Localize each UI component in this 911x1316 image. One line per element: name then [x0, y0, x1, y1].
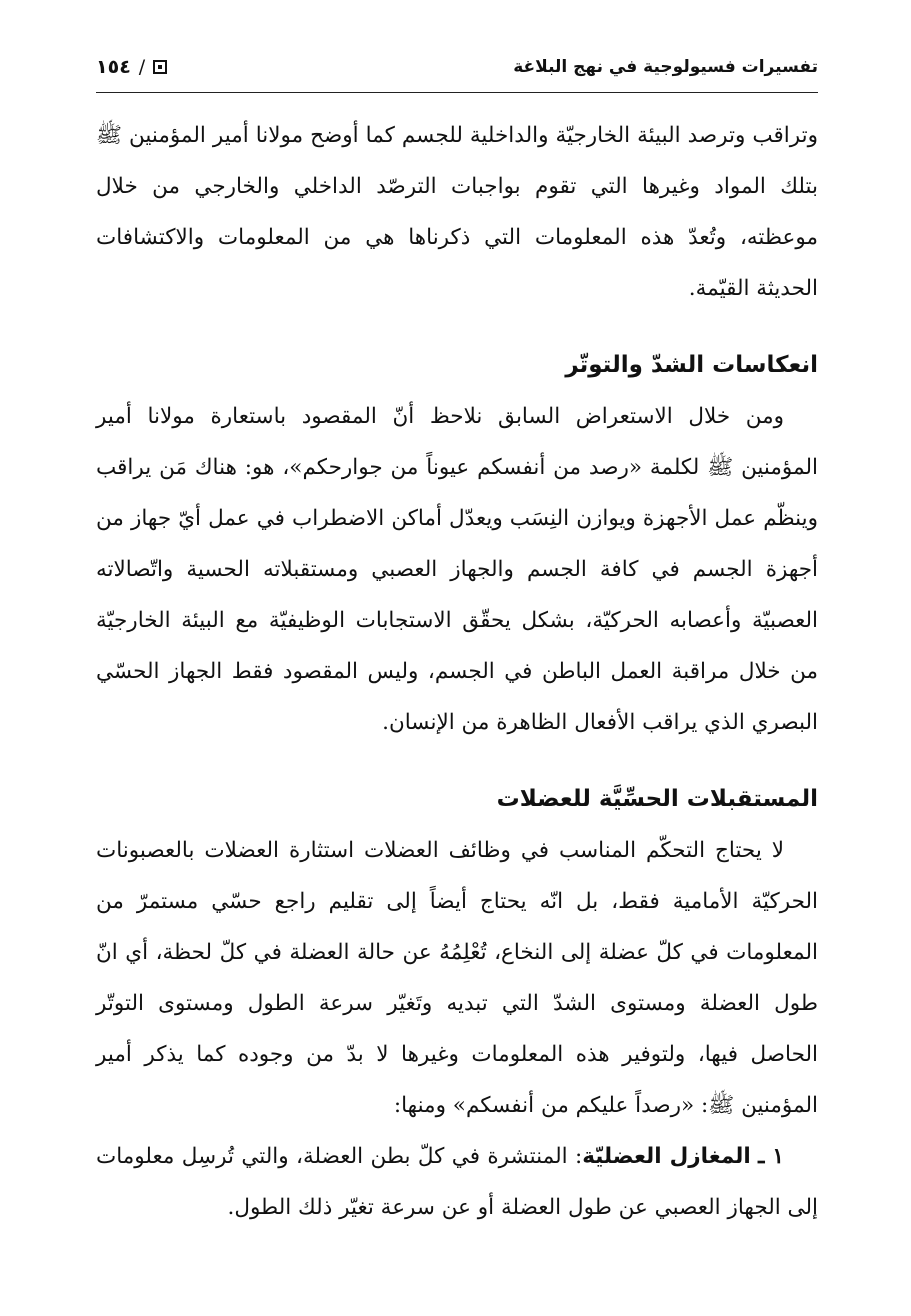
page-number: ١٥٤	[96, 56, 131, 78]
section-heading-tension: انعكاسات الشدّ والتوتّر	[565, 352, 818, 378]
book-page	[96, 0, 818, 1316]
spacer	[96, 748, 818, 774]
list-item-text: : المنتشرة في كلّ بطن العضلة، والتي تُرسِل معلومات إلى الجهاز العصبي عن طول العضلة أو عن سرعة تغيّر ذلك الطول.	[96, 1144, 818, 1220]
list-item-number: ١ ـ	[758, 1144, 784, 1169]
spacer	[96, 314, 818, 340]
square-bullet-icon	[153, 60, 167, 74]
paragraph-2: ومن خلال الاستعراض السابق نلاحظ أنّ المقصود باستعارة مولانا أمير المؤمنين ﷺ لكلمة «رصد من أنفسكم عيوناً من جوارحكم»، هو: هناك مَن يراقب وينظّم عمل الأجهزة ويوازن النِسَب ويعدّل أماكن الاضطراب في عمل أيّ جهاز من أجهزة الجسم في كافة الجسم والجهاز العصبي ومستقبلاته الحسية واتّصالاته العصبيّة وأعصابه الحركيّة، بشكل يحقّق الاستجابات الوظيفيّة مع البيئة الخارجيّة من خلال مراقبة العمل الباطن في الجسم، وليس المقصود فقط الجهاز الحسّي البصري الذي يراقب الأفعال الظاهرة من الإنسان.	[96, 404, 818, 735]
list-item-term: المغازل العضليّة	[582, 1144, 751, 1169]
page-number-group	[96, 56, 167, 78]
list-item-1	[96, 1131, 818, 1233]
body-text	[96, 110, 818, 1233]
running-title: تفسيرات فسيولوجية في نهج البلاغة	[513, 57, 818, 77]
section-heading-receptors: المستقبلات الحسِّيَّة للعضلات	[496, 786, 818, 812]
header-rule	[96, 92, 818, 93]
paragraph-3: لا يحتاج التحكّم المناسب في وظائف العضلات استثارة العضلات بالعصبونات الحركيّة الأمامية فقط، بل انّه يحتاج أيضاً إلى تقليم راجع حسّي مستمرّ من المعلومات في كلّ عضلة إلى النخاع، تُعْلِمُهُ عن حالة العضلة في كلّ لحظة، أي انّ طول العضلة ومستوى الشدّ التي تبديه وتَغيّر سرعة الطول ومستوى التوتّر الحاصل فيها، ولتوفير هذه المعلومات وغيرها لا بدّ من وجوده كما يذكر أمير المؤمنين ﷺ: «رصداً عليكم من أنفسكم» ومنها:	[96, 838, 818, 1118]
paragraph-1: وتراقب وترصد البيئة الخارجيّة والداخلية للجسم كما أوضح مولانا أمير المؤمنين ﷺ بتلك المواد وغيرها التي تقوم بواجبات الترصّد الداخلي والخارجي من خلال موعظته، وتُعدّ هذه المعلومات التي ذكرناها هي من المعلومات والاكتشافات الحديثة القيّمة.	[96, 123, 818, 301]
page-separator: /	[138, 56, 146, 78]
page-header	[96, 50, 818, 84]
